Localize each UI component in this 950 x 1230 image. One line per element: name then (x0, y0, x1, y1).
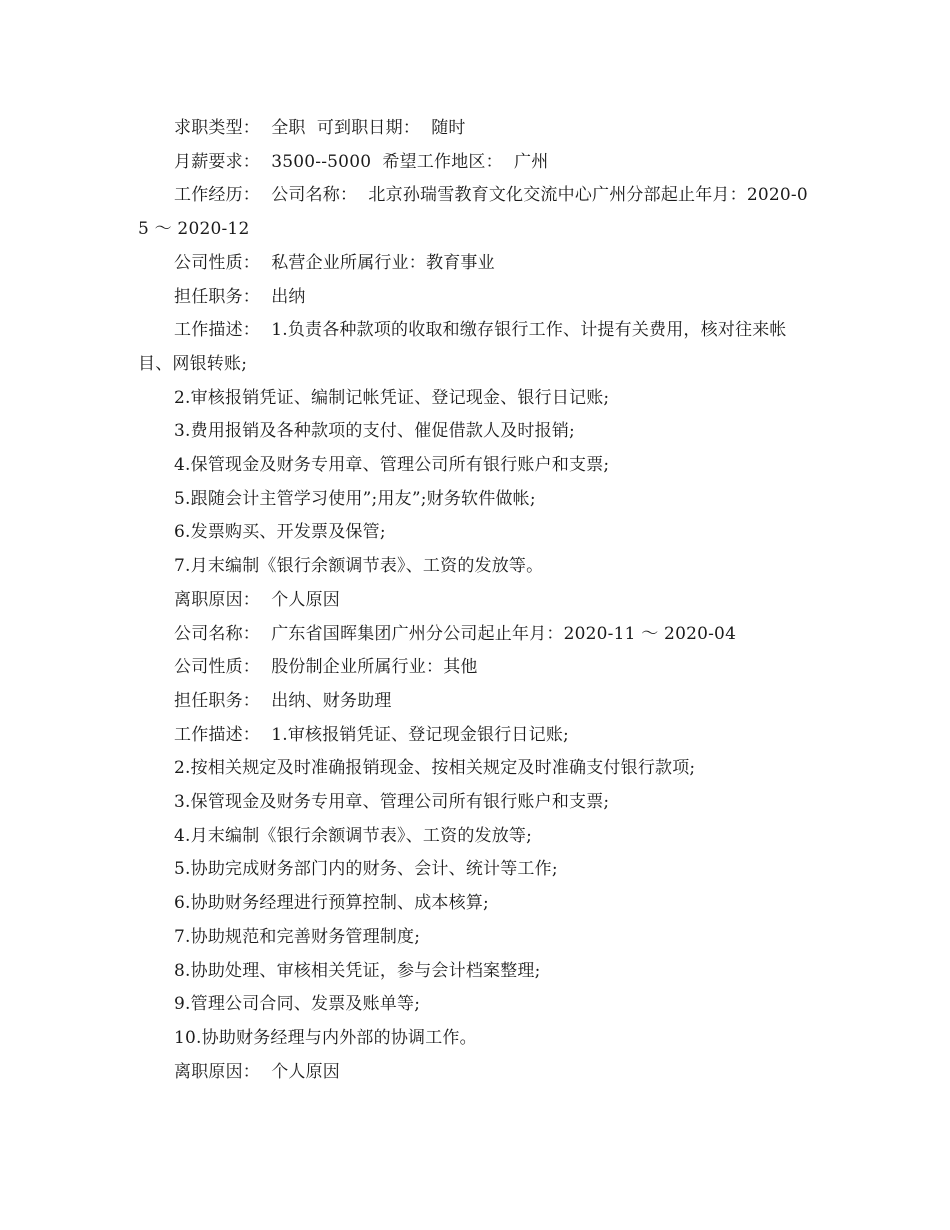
description-item: 10.协助财务经理与内外部的协调工作。 (174, 1027, 477, 1048)
description-item: 2.审核报销凭证、编制记帐凭证、登记现金、银行日记账; (174, 387, 610, 408)
work-experience-line: 工作经历： 公司名称： 北京孙瑞雪教育文化交流中心广州分部起止年月：2020-05 ～ 2020-12 (138, 185, 808, 240)
description-item: 4.保管现金及财务专用章、管理公司所有银行账户和支票; (174, 455, 610, 476)
description-item: 6.协助财务经理进行预算控制、成本核算; (174, 893, 489, 914)
job-description-line: 工作描述： 1.负责各种款项的收取和缴存银行工作、计提有关费用，核对往来帐目、网银转账; (138, 320, 787, 374)
description-item: 8.协助处理、审核相关凭证，参与会计档案整理; (174, 960, 541, 981)
description-item: 9.管理公司合同、发票及账单等; (174, 994, 421, 1015)
description-item: 3.费用报销及各种款项的支付、催促借款人及时报销; (174, 421, 575, 442)
job-description-line: 工作描述： 1.审核报销凭证、登记现金银行日记账; (174, 724, 569, 745)
salary-line: 月薪要求： 3500--5000 希望工作地区： 广州 (174, 151, 549, 172)
job-type-line: 求职类型： 全职 可到职日期： 随时 (174, 118, 466, 138)
position-line: 担任职务： 出纳 (174, 286, 306, 307)
description-item: 5.跟随会计主管学习使用”;用友”;财务软件做帐; (174, 488, 536, 509)
company-type-line: 公司性质： 私营企业所属行业：教育事业 (174, 252, 495, 273)
description-item: 2.按相关规定及时准确报销现金、按相关规定及时准确支付银行款项; (174, 758, 696, 779)
description-item: 3.保管现金及财务专用章、管理公司所有银行账户和支票; (174, 792, 610, 813)
leave-reason-line: 离职原因： 个人原因 (174, 1061, 341, 1082)
resume-body (138, 112, 818, 1089)
position-line: 担任职务： 出纳、财务助理 (174, 690, 392, 711)
company-type-line: 公司性质： 股份制企业所属行业：其他 (174, 657, 478, 678)
description-item: 5.协助完成财务部门内的财务、会计、统计等工作; (174, 859, 558, 880)
description-item: 7.协助规范和完善财务管理制度; (174, 926, 421, 947)
description-item: 4.月末编制《银行余额调节表》、工资的发放等; (174, 825, 533, 846)
company-name-line: 公司名称： 广东省国晖集团广州分公司起止年月：2020-11 ～ 2020-04 (174, 623, 737, 644)
description-item: 7.月末编制《银行余额调节表》、工资的发放等。 (174, 556, 544, 577)
leave-reason-line: 离职原因： 个人原因 (174, 589, 341, 610)
description-item: 6.发票购买、开发票及保管; (174, 522, 386, 543)
